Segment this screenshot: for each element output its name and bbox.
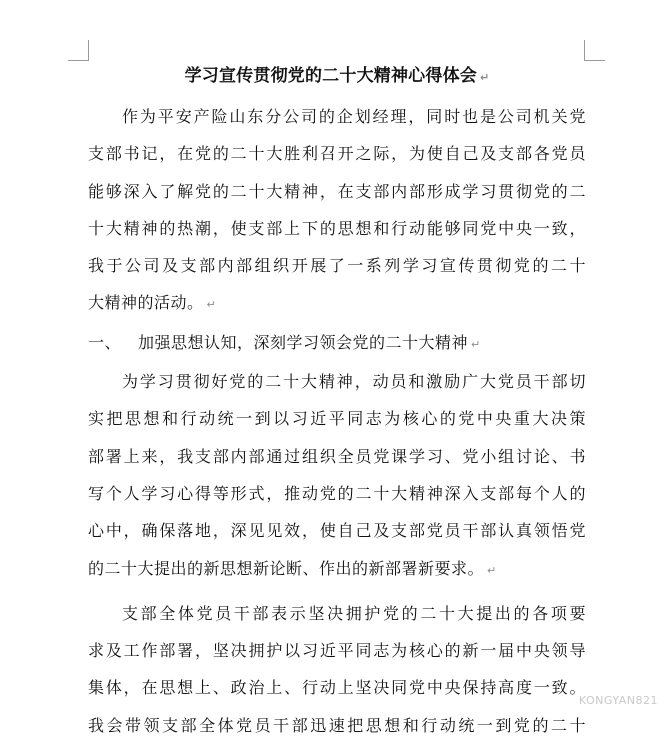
text-line: 我会带领支部全体党员干部迅速把思想和行动统一到党的二十 xyxy=(88,715,586,735)
watermark: KONGYAN821 xyxy=(578,694,658,707)
paragraph-mark-icon: ↵ xyxy=(479,71,490,84)
heading-text: 加强思想认知，深刻学习领会党的二十大精神 xyxy=(138,332,469,352)
paragraph-1 xyxy=(88,98,586,324)
paragraph-mark-icon: ↵ xyxy=(487,563,497,577)
top-right-margin-mark xyxy=(584,40,605,61)
paragraph-mark-icon: ↵ xyxy=(206,298,217,312)
text-line: 支部全体党员干部表示坚决拥护党的二十大提出的各项要 xyxy=(122,603,586,623)
text-line: 部署上来，我支部内部通过组织全员党课学习、党小组讨论、书 xyxy=(88,446,586,466)
text-line: 十大精神的热潮，使支部上下的思想和行动能够同党中央一致， xyxy=(88,218,586,238)
text-line-last: 的二十大提出的新思想新论断、作出的新部署新要求。 ↵ xyxy=(88,558,497,578)
text-line: 实把思想和行动统一到以习近平同志为核心的党中央重大决策 xyxy=(88,409,586,429)
text-line: 写个人学习心得等形式，推动党的二十大精神深入支部每个人的 xyxy=(88,483,586,503)
paragraph-3 xyxy=(88,595,586,744)
text-line: 作为平安产险山东分公司的企划经理，同时也是公司机关党 xyxy=(122,107,586,126)
text-line: 能够深入了解党的二十大精神，在支部内部形成学习贯彻党的二 xyxy=(88,181,586,201)
paragraph-2 xyxy=(88,363,586,589)
text-line-last: 大精神的活动。 ↵ xyxy=(88,293,217,313)
document-title: 学习宣传贯彻党的二十大精神心得体会 ↵ xyxy=(184,66,490,86)
section-heading xyxy=(88,324,586,363)
text-line: 支部书记，在党的二十大胜利召开之际，为使自己及支部各党员 xyxy=(88,144,586,164)
top-left-margin-mark xyxy=(68,40,89,61)
text-line: 心中，确保落地，深见见效，使自己及支部党员干部认真领悟党 xyxy=(88,521,586,541)
text-line: 为学习贯彻好党的二十大精神，动员和激励广大党员干部切 xyxy=(122,372,586,392)
document-body[interactable] xyxy=(88,62,586,744)
heading-number: 一、 xyxy=(88,332,122,352)
paragraph-mark-icon: ↵ xyxy=(471,337,481,351)
text-line: 我于公司及支部内部组织开展了一系列学习宣传贯彻党的二十 xyxy=(88,256,586,276)
text-line: 求及工作部署，坚决拥护以习近平同志为核心的新一届中央领导 xyxy=(88,641,586,661)
text-line: 集体，在思想上、政治上、行动上坚决同党中央保持高度一致。 xyxy=(88,678,586,698)
